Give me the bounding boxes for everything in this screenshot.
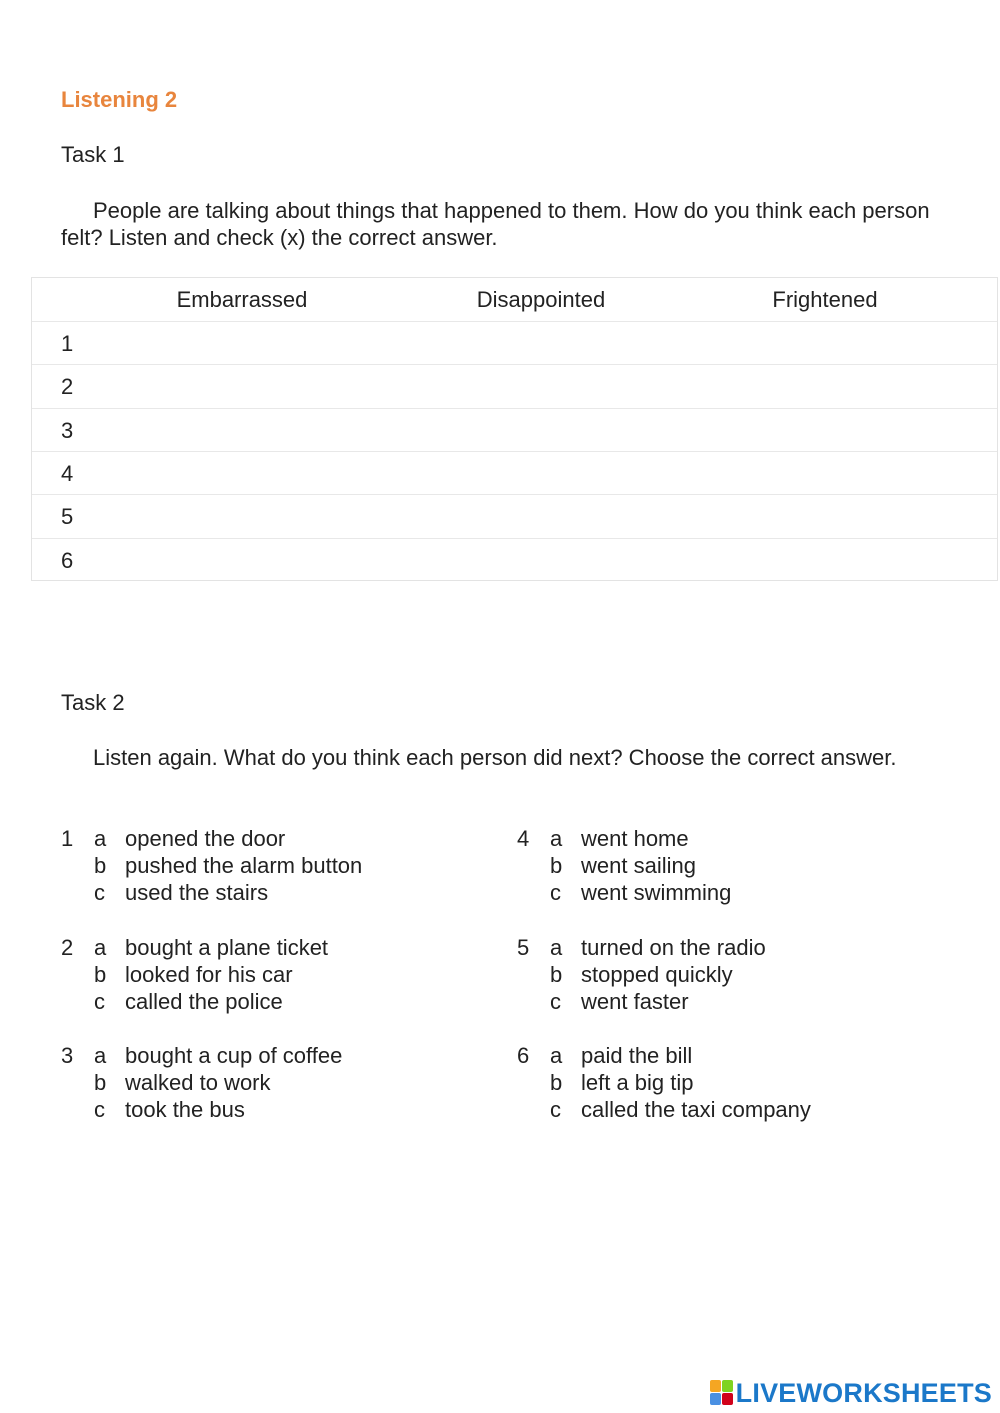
option-text: went sailing — [581, 853, 696, 878]
option-text: called the police — [125, 989, 283, 1014]
question-number: 5 — [517, 935, 530, 960]
option-text: paid the bill — [581, 1043, 693, 1068]
option-text: left a big tip — [581, 1070, 694, 1095]
answer-option[interactable] — [550, 1042, 692, 1069]
task2-label: Task 2 — [61, 690, 125, 715]
option-text: stopped quickly — [581, 962, 733, 987]
question-number: 2 — [61, 935, 74, 960]
answer-option[interactable] — [550, 1069, 694, 1096]
answer-option[interactable] — [550, 852, 696, 879]
option-text: turned on the radio — [581, 935, 766, 960]
task1-instructions-text: People are talking about things that happened to them. How do you think each person felt? Listen and check (x) the correct answer. — [61, 198, 930, 250]
option-text: pushed the alarm button — [125, 853, 363, 878]
option-letter: c — [550, 1097, 561, 1122]
row-number: 6 — [61, 548, 74, 573]
question-number: 4 — [517, 826, 530, 851]
answer-option[interactable] — [550, 961, 733, 988]
answer-option[interactable] — [94, 1069, 271, 1096]
option-text: walked to work — [125, 1070, 271, 1095]
task1-instructions — [61, 197, 941, 251]
row-number: 3 — [61, 418, 74, 443]
option-letter: a — [550, 826, 563, 851]
option-text: looked for his car — [125, 962, 293, 987]
option-letter: b — [550, 962, 563, 987]
table-row — [32, 538, 997, 581]
table-row — [32, 451, 997, 494]
feelings-table — [31, 277, 998, 581]
answer-option[interactable] — [550, 1096, 811, 1123]
option-letter: c — [94, 1097, 105, 1122]
task1-label: Task 1 — [61, 142, 125, 167]
column-header-disappointed: Disappointed — [476, 287, 606, 312]
option-text: bought a plane ticket — [125, 935, 329, 960]
option-letter: b — [94, 853, 107, 878]
table-row — [32, 364, 997, 407]
option-letter: a — [94, 1043, 107, 1068]
option-text: bought a cup of coffee — [125, 1043, 343, 1068]
option-letter: c — [550, 880, 561, 905]
answer-option[interactable] — [94, 934, 328, 961]
answer-option[interactable] — [94, 1096, 245, 1123]
row-number: 2 — [61, 374, 74, 399]
row-number: 1 — [61, 331, 74, 356]
option-letter: c — [550, 989, 561, 1014]
answer-option[interactable] — [550, 825, 689, 852]
answer-option[interactable] — [94, 1042, 342, 1069]
option-letter: a — [550, 935, 563, 960]
option-text: went swimming — [581, 880, 732, 905]
answer-option[interactable] — [94, 825, 285, 852]
task2-instructions-text: Listen again. What do you think each person did next? Choose the correct answer. — [93, 745, 897, 770]
option-letter: b — [550, 1070, 563, 1095]
option-letter: c — [94, 989, 105, 1014]
option-letter: a — [94, 826, 107, 851]
page-title: Listening 2 — [61, 87, 178, 112]
table-row — [32, 408, 997, 451]
option-text: went home — [581, 826, 689, 851]
column-header-embarrassed: Embarrassed — [176, 287, 308, 312]
question-number: 6 — [517, 1043, 530, 1068]
answer-option[interactable] — [550, 879, 731, 906]
table-header-row — [32, 278, 997, 321]
answer-option[interactable] — [550, 988, 689, 1015]
option-text: opened the door — [125, 826, 286, 851]
option-text: took the bus — [125, 1097, 245, 1122]
option-text: went faster — [581, 989, 689, 1014]
answer-option[interactable] — [94, 852, 362, 879]
table-row — [32, 494, 997, 537]
answer-option[interactable] — [550, 934, 766, 961]
answer-option[interactable] — [94, 988, 283, 1015]
task2-instructions — [61, 744, 901, 771]
option-text: called the taxi company — [581, 1097, 811, 1122]
option-text: used the stairs — [125, 880, 269, 905]
option-letter: b — [550, 853, 563, 878]
answer-option[interactable] — [94, 961, 293, 988]
option-letter: c — [94, 880, 105, 905]
question-number: 1 — [61, 826, 74, 851]
column-header-frightened: Frightened — [772, 287, 878, 312]
liveworksheets-logo-icon — [710, 1380, 734, 1406]
liveworksheets-logo[interactable] — [710, 1376, 992, 1410]
answer-option[interactable] — [94, 879, 268, 906]
table-row — [32, 321, 997, 364]
option-letter: a — [94, 935, 107, 960]
option-letter: b — [94, 1070, 107, 1095]
option-letter: a — [550, 1043, 563, 1068]
question-number: 3 — [61, 1043, 74, 1068]
option-letter: b — [94, 962, 107, 987]
logo-text: LIVEWORKSHEETS — [735, 1377, 992, 1408]
row-number: 4 — [61, 461, 74, 486]
row-number: 5 — [61, 504, 74, 529]
